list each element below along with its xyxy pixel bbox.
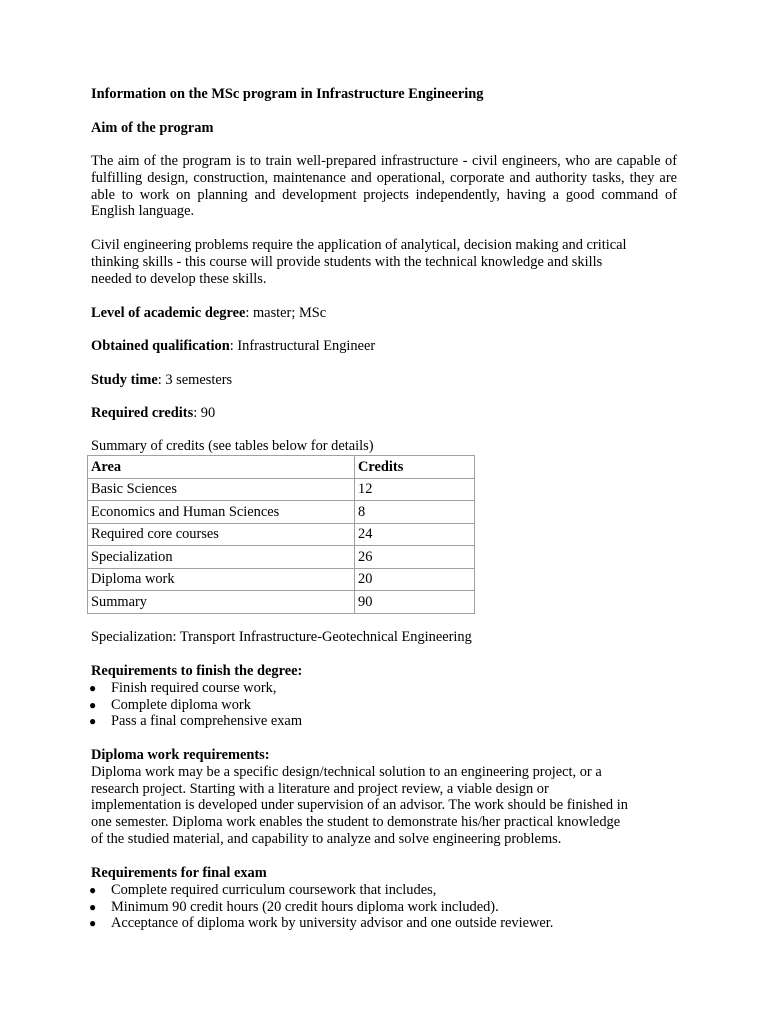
table-row xyxy=(88,568,475,591)
diploma-line: research project. Starting with a literature and project review, a viable design or xyxy=(91,780,549,797)
bullet-icon: ● xyxy=(89,882,97,897)
table-cell-credits: 26 xyxy=(355,546,475,569)
skills-line: Civil engineering problems require the application of analytical, decision making and critical xyxy=(91,237,627,253)
skills-line: thinking skills - this course will provide students with the technical knowledge and skills xyxy=(91,253,603,270)
bullet-icon: ● xyxy=(89,916,97,931)
fact-value: : 90 xyxy=(193,405,216,421)
table-row xyxy=(88,591,475,614)
list-item: ● Minimum 90 credit hours (20 credit hours diploma work included). xyxy=(89,898,499,915)
fact-qualification xyxy=(91,338,677,355)
table-row xyxy=(88,478,475,501)
summary-caption: Summary of credits (see tables below for details) xyxy=(91,438,374,454)
aim-heading: Aim of the program xyxy=(91,120,214,136)
table-header-row xyxy=(88,456,475,479)
document-title: Information on the MSc program in Infrastructure Engineering xyxy=(91,86,484,102)
fact-label: Required credits xyxy=(91,405,194,421)
fact-value: : Infrastructural Engineer xyxy=(229,338,376,354)
diploma-line: of the studied material, and capability to analyze and solve engineering problems. xyxy=(91,830,562,847)
fact-study-time xyxy=(91,372,677,389)
fact-value: : 3 semesters xyxy=(157,372,233,388)
diploma-line: Diploma work may be a specific design/technical solution to an engineering project, or a xyxy=(91,763,602,780)
list-item: ● Complete diploma work xyxy=(89,696,251,713)
table-row xyxy=(88,523,475,546)
aim-paragraph: The aim of the program is to train well-prepared infrastructure - civil engineers, who are capable of fulfilling design, construction, maintenance and operational, corporate and authority tasks, they are able to work on planning and development projects independently, having a good command of English language. xyxy=(91,153,677,220)
table-cell-area: Specialization xyxy=(88,546,355,569)
table-cell-area: Required core courses xyxy=(88,523,355,546)
table-cell-area: Diploma work xyxy=(88,568,355,591)
bullet-icon: ● xyxy=(89,899,97,914)
fact-degree-level xyxy=(91,305,677,322)
final-exam-list xyxy=(91,882,677,932)
bullet-icon: ● xyxy=(89,714,97,729)
bullet-icon: ● xyxy=(89,697,97,712)
list-item: ● Acceptance of diploma work by university advisor and one outside reviewer. xyxy=(89,915,554,932)
diploma-line: one semester. Diploma work enables the student to demonstrate his/her practical knowledge xyxy=(91,814,621,831)
fact-label: Study time xyxy=(91,372,158,388)
table-cell-credits: 90 xyxy=(355,591,475,614)
requirements-degree-heading: Requirements to finish the degree: xyxy=(91,663,303,679)
requirements-degree-section xyxy=(91,663,677,730)
skills-line: needed to develop these skills. xyxy=(91,270,267,287)
list-item: ● Complete required curriculum coursework that includes, xyxy=(89,881,437,898)
list-item: ● Finish required course work, xyxy=(89,679,277,696)
table-header-cell: Credits xyxy=(355,456,475,479)
diploma-section xyxy=(91,747,677,848)
fact-value: : master; MSc xyxy=(245,305,327,321)
table-cell-credits: 20 xyxy=(355,568,475,591)
specialization-line: Specialization: Transport Infrastructure-Geotechnical Engineering xyxy=(91,629,472,645)
table-header-cell: Area xyxy=(88,456,355,479)
table-cell-credits: 24 xyxy=(355,523,475,546)
table-row xyxy=(88,546,475,569)
table-cell-credits: 8 xyxy=(355,501,475,524)
credits-table xyxy=(87,455,475,614)
requirements-degree-list xyxy=(91,680,677,730)
diploma-line: implementation is developed under supervision of an advisor. The work should be finished in xyxy=(91,797,628,814)
diploma-heading: Diploma work requirements: xyxy=(91,747,270,763)
fact-label: Obtained qualification xyxy=(91,338,230,354)
table-cell-area: Economics and Human Sciences xyxy=(88,501,355,524)
fact-label: Level of academic degree xyxy=(91,305,246,321)
table-row xyxy=(88,501,475,524)
final-exam-section xyxy=(91,865,677,932)
table-cell-area: Basic Sciences xyxy=(88,478,355,501)
table-cell-area: Summary xyxy=(88,591,355,614)
skills-paragraph xyxy=(91,237,677,287)
table-cell-credits: 12 xyxy=(355,478,475,501)
final-exam-heading: Requirements for final exam xyxy=(91,865,267,881)
list-item: ● Pass a final comprehensive exam xyxy=(89,713,303,730)
fact-required-credits xyxy=(91,405,677,422)
bullet-icon: ● xyxy=(89,680,97,695)
